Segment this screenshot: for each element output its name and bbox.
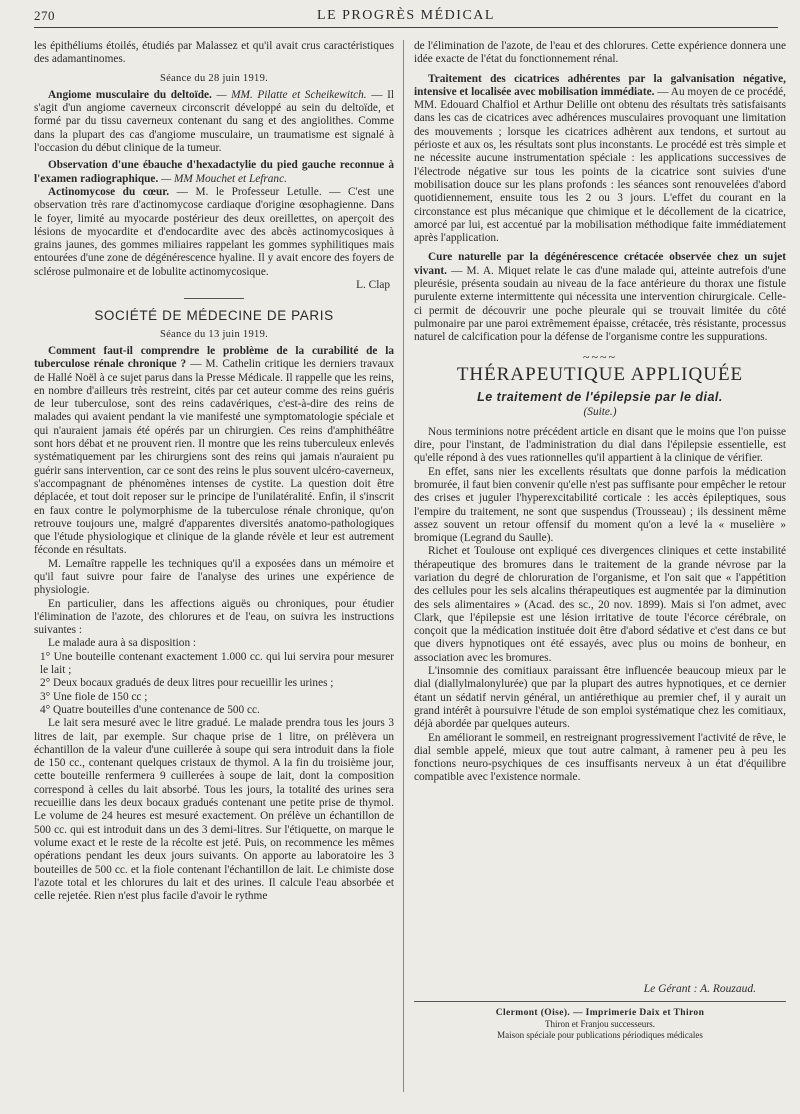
printer-imprint [414, 1008, 786, 1041]
communication-title: Comment faut-il comprendre le problème de la curabilité de la tuberculose rénale chronique ? [34, 344, 394, 371]
printer-successors: Thiron et Franjou successeurs. [545, 1019, 655, 1029]
paragraph [34, 186, 394, 279]
article-title: Le traitement de l'épilepsie par le dial. [477, 390, 723, 405]
communication-title: Traitement des cicatrices adhérentes par la galvanisation négative, intensive et localisée avec mobilisation immédiate. [414, 72, 786, 98]
publisher-signature: Le Gérant : A. Rouzaud. [414, 983, 786, 1002]
paragraph: Le lait sera mesuré avec le litre gradué. Le malade prendra tous les jours 3 litres de lait, par exemple. Sur chaque prise de 1 litre, on prélèvera un échantillon de la valeur d'une cuillerée à soupe qui sera introduit dans la fiole de 150 cc., contenant quelques cristaux de thymol. A la fin du troisième jour, cette bouteille renfermera 9 cuillerées à soupe de lait, dont la composition correspond à celles du lait absorbé. Tous les jours, la totalité des urines sera recueillie dans les deux bocaux gradués contenant une petite prise de thymol. Le volume de 24 heures est mesuré exactement. On prélève un échantillon de 500 cc. qui est introduit dans un des 3 demi-litres. Sur l'étiquette, on marque le volume exact et le reste de la récolte est jeté. Puis, on recommence les mêmes opérations pendant les deux jours suivants. On apporte au laboratoire les 3 bouteilles de 500 cc. et la fiole contenant l'échantillon de lait. Le chimiste dose l'azote total et les chlorures du lait et des urines. Il calcule l'eau absorbée et celle rejetée. Rien n'est plus facile d'avoir le rythme [34, 717, 394, 903]
paragraph: En effet, sans nier les excellents résultats que donne parfois la médication bromurée, il faut bien convenir qu'elle n'est pas suffisante pour empêcher le retour des crises et juguler l'hyperexcitabilité corticale : les accès épileptiques, sous l'empire du traitement, ne sont que suspendus (Trousseau) ; ils dessinent même assez souvent un retour offensif du moment qu'on a levé la « muselière » bromique (Legrand du Saulle). [414, 465, 786, 545]
authors: — MM Mouchet et Lefranc. [161, 172, 287, 185]
printer-speciality: Maison spéciale pour publications périodiques médicales [497, 1030, 703, 1040]
left-column [34, 40, 394, 1040]
authors: — MM. Pilatte et Scheikewitch. [216, 88, 367, 101]
communication-text: — Il s'agit d'un angiome caverneux circonscrit développé au sein du deltoïde, et formé par du tissu caverneux contenant du sang et des angiolithes. Comme dans la plupart des cas d'angiome musculaire, un traumatisme est signalé à l'occasion du début clinique de la tumeur. [34, 88, 394, 155]
ornament-divider: ~~~~ [583, 349, 617, 364]
session-date: Séance du 28 juin 1919. [159, 72, 269, 84]
communication-text: — M. Cathelin critique les derniers travaux de Hallé Noël à ce sujet parus dans la Presse Médicale. Il rappelle que les reins, en nombre d'ailleurs très restreint, cités par cet auteur comme des reins guéris de leur tuberculose, sont des reins cadavériques, c'est-à-dire des reins de malades qui avaient pendant la vie manifesté une symptomatologie spéciale et qui n'auraient jamais été opérés par un chirurgien. Ces reins d'amphithéâtre sont hors débat et ne prouvent rien. Il montre que les reins tuberculeux enlevés systématiquement par les chirurgiens sont des reins qui jamais n'auraient pu guérir sans intervention, car ce sont des reins le plus souvent ulcéro-caverneux, s'accompagnant de phénomènes intenses de cystite. La question doit être déplacée, et tout doit reposer sur le principe de l'unilatéralité. Enfin, il s'inscrit en faux contre le polymorphisme de la tuberculose rénale chronique, qu'on retrouve toujours une, malgré d'apparentes diversités anatomo-pathologiques que l'étude physiologique et clinique de la glande révèle et leur est autrement féconde en résultats. [34, 358, 394, 557]
paragraph [414, 251, 786, 344]
page-header [34, 6, 778, 28]
paragraph [34, 89, 394, 155]
section-title: THÉRAPEUTIQUE APPLIQUÉE [456, 363, 744, 385]
paragraph [34, 159, 394, 186]
paragraph: les épithéliums étoilés, étudiés par Malassez et qu'il avait crus caractéristiques des adamantinomes. [34, 40, 394, 66]
list-item: 4° Quatre bouteilles d'une contenance de 500 cc. [40, 703, 260, 716]
paragraph: Richet et Toulouse ont expliqué ces divergences cliniques et cette instabilité thérapeutique des bromures dans le traitement de la grande névrose par la variation du degré de chloruration de l'organisme, et l'on sait que « l'appétition des cellules pour les sels alcalins thérapeutiques est augmentée par la diminution des sels alimentaires » (Acad. des sc., 20 nov. 1899). Mais si l'on admet, avec Clark, que l'épilepsie est une lésion irritative de toute l'écorce cérébrale, on conçoit que la médication instituée doit être d'abord sédative et c'est dans ce but que divers hypnotiques ont été essayés, avec plus ou moins de bonheur, en association avec les bromures. [414, 545, 786, 664]
paragraph: M. Lemaître rappelle les techniques qu'il a exposées dans un mémoire et qu'il faut suivre pour faire de l'analyse des urines une expérience de physiologie. [34, 557, 394, 597]
paragraph: Le malade aura à sa disposition : [48, 637, 197, 650]
printer-name: Clermont (Oise). — Imprimerie Daix et Thiron [495, 1008, 705, 1018]
communication-text: — M. le Professeur Letulle. — C'est une observation très rare d'actinomycose cardiaque d'origine œsophagienne. Dans le foyer, limité au myocarde postérieur des deux oreillettes, on aperçoit des lésions de myocardite et d'endocardite avec des abcès actinomycosiques à grains jaunes, des gommes miliaires rappelant les gommes syphilitiques mais entourées d'une zone de dégénérescence hyaline. Il y avait encore des foyers de sclérose pulmonaire et de lobulite actinomycosique. [34, 185, 394, 278]
paragraph [34, 345, 394, 558]
paragraph: En améliorant le sommeil, en restreignant progressivement l'activité de rêve, le dial semble appelé, mieux que tout autre calmant, à ramener peu à peu les fonctions neuro-psychiques de ces insuffisants nerveux à un état d'équilibre compatible avec l'existence normale. [414, 731, 786, 784]
section-divider [184, 298, 244, 299]
communication-text: — Au moyen de ce procédé, MM. Edouard Chalfiol et Arthur Delille ont obtenu des résultats très satisfaisants dans les cas de cicatrices avec adhérences musculaires provoquant une limitation des mouvements ; lorsque les cicatrices adhèrent aux tendons, et surtout au périoste et aux os, les résultats sont plus inconstants. Le procédé est très simple et ne nécessite aucune instrumentation spéciale : les applications successives de l'électrode négative sur tous les points de la cicatrice sont suivies d'une mobilisation douce sur les plans profonds : les séances sont renouvelées d'abord quotidiennement, ensuite tous les 2 ou 3 jours. L'effet du courant en la circonstance est plus mécanique que chimique et le décollement de la cicatrice, amorcé par lui, est accentué par la mobilisation méthodique faite immédiatement après l'application. [414, 85, 786, 245]
communication-title: Angiome musculaire du deltoïde. [48, 88, 212, 101]
list-item: 3° Une fiole de 150 cc ; [40, 690, 148, 703]
communication-title: Actinomycose du cœur. [48, 185, 170, 198]
page-number: 270 [34, 8, 55, 23]
list-item: 2° Deux bocaux gradués de deux litres pour recueillir les urines ; [40, 677, 334, 690]
paragraph: En particulier, dans les affections aiguës ou chroniques, pour étudier l'élimination de l'azote, des chlorures et de l'eau, on suivra les instructions suivantes : [34, 597, 394, 637]
paragraph: de l'élimination de l'azote, de l'eau et des chlorures. Cette expérience donnera une idée exacte de l'état du fonctionnement rénal. [414, 40, 786, 66]
paragraph: Nous terminions notre précédent article en disant que le moins que l'on puisse dire, pour l'instant, de l'administration du dial dans l'épilepsie essentielle, est qu'elle répond à des vues rationnelles qu'il appartient à la clinique de vérifier. [414, 425, 786, 465]
communication-title: Cure naturelle par la dégénérescence crétacée observée chez un sujet vivant. [414, 251, 786, 277]
communication-text: — M. A. Miquet relate le cas d'une malade qui, atteinte autrefois d'une pleurésie, présenta soudain au niveau de la face antérieure du thorax une fistule purulente externe intermittente qui nécessita une intervention chirurgicale. Celle-ci permit de découvrir une poche pleurale qui se trouvait limitée du côté pulmonaire par une paroi extrêmement épaisse, crétacée, très résistante, processus naturel de calcification pour la défense de l'organisme contre les suppurations. [414, 264, 786, 344]
society-title: SOCIÉTÉ DE MÉDECINE DE PARIS [94, 308, 334, 324]
article-continuation: (Suite.) [583, 406, 617, 419]
signature: L. Clap [356, 279, 390, 292]
right-column [414, 40, 786, 1040]
list-item: 1° Une bouteille contenant exactement 1.000 cc. qui lui servira pour mesurer le lait ; [40, 650, 394, 677]
paragraph: L'insomnie des comitiaux paraissant être influencée beaucoup mieux par le dial (diallylmalonylurée) que par la plupart des autres hypnotiques, et ce dernier étant un sédatif nervin général, un antiérethique au premier chef, il y aurait un grand intérêt à poursuivre l'étude de son emploi systématique chez les comitiaux, déjà abordée par quelques auteurs. [414, 665, 786, 731]
communication-title: Observation d'une ébauche d'hexadactylie du pied gauche reconnue à l'examen radiographique. [34, 159, 394, 185]
journal-title: LE PROGRÈS MÉDICAL [317, 8, 495, 23]
paragraph [414, 73, 786, 246]
column-divider [403, 40, 404, 1092]
session-date: Séance du 13 juin 1919. [159, 328, 269, 340]
